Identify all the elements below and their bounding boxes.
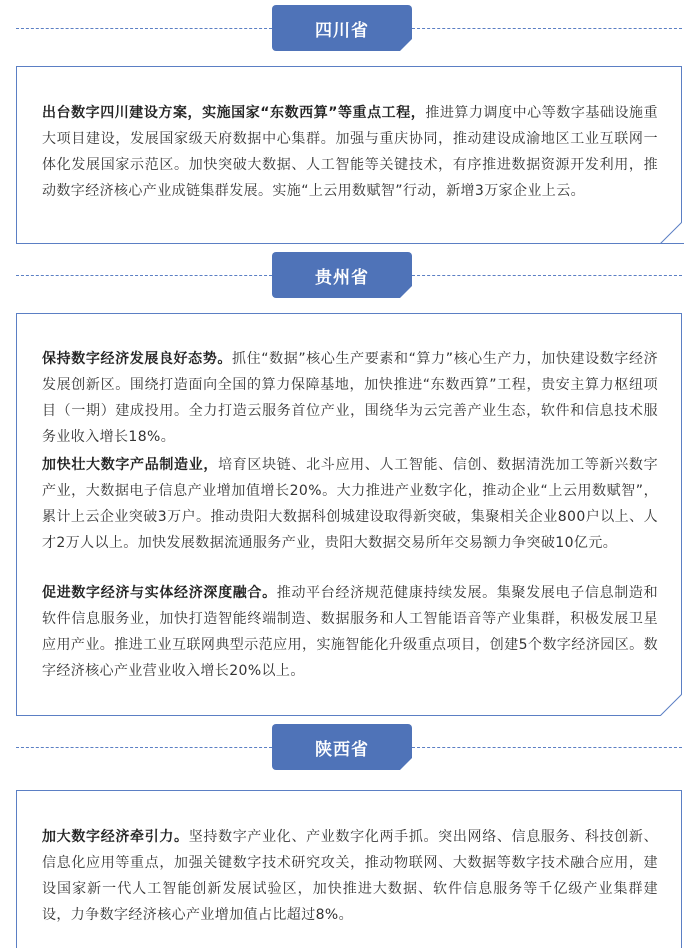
paragraph-lead: 出台数字四川建设方案，实施国家“东数西算”等重点工程， — [42, 105, 426, 121]
section-divider-right — [412, 275, 682, 276]
paragraph-lead: 加快壮大数字产品制造业， — [42, 457, 219, 473]
paragraph-lead: 保持数字经济发展良好态势。 — [42, 351, 233, 367]
paragraph — [42, 580, 658, 684]
paragraph — [42, 452, 658, 556]
paragraph — [42, 346, 658, 450]
paragraph-body: 推动平台经济规范健康持续发展。集聚发展电子信息制造和软件信息服务业，加快打造智能终端制造、数据服务和人工智能语音等产业集群，积极发展卫星应用产业。推进工业互联网典型示范应用，实施智能化升级重点项目，创建5个数字经济园区。数字经济核心产业营业收入增长20%以上。 — [42, 585, 658, 679]
section-divider-left — [16, 275, 272, 276]
section-divider-left — [16, 28, 272, 29]
section-title-shaanxi: 陕西省 — [272, 724, 412, 770]
section-divider-left — [16, 747, 272, 748]
paragraph-body: 培育区块链、北斗应用、人工智能、信创、数据清洗加工等新兴数字产业，大数据电子信息产业增加值增长20%。大力推进产业数字化，推动企业“上云用数赋智”，累计上云企业突破3万户。推动贵阳大数据科创城建设取得新突破，集聚相关企业800户以上、人才2万人以上。加快发展数据流通服务产业，贵阳大数据交易所年交易额力争突破10亿元。 — [42, 457, 658, 551]
section-divider-right — [412, 747, 682, 748]
paragraph-body: 抓住“数据”核心生产要素和“算力”核心生产力，加快建设数字经济发展创新区。围绕打造面向全国的算力保障基地，加快推进“东数西算”工程，贵安主算力枢纽项目（一期）建成投用。全力打造云服务首位产业，围绕华为云完善产业生态，软件和信息技术服务业收入增长18%。 — [42, 351, 658, 445]
paragraph-body: 坚持数字产业化、产业数字化两手抓。突出网络、信息服务、科技创新、信息化应用等重点，加强关键数字技术研究攻关，推动物联网、大数据等数字技术融合应用，建设国家新一代人工智能创新发展试验区，加快推进大数据、软件信息服务等千亿级产业集群建设，力争数字经济核心产业增加值占比超过8%。 — [42, 829, 658, 923]
card-corner — [660, 694, 682, 716]
card-corner — [660, 222, 682, 244]
section-title-guizhou: 贵州省 — [272, 252, 412, 298]
paragraph-lead: 促进数字经济与实体经济深度融合。 — [42, 585, 277, 601]
paragraph-body: 推进算力调度中心等数字基础设施重大项目建设，发展国家级天府数据中心集群。加强与重庆协同，推动建设成渝地区工业互联网一体化发展国家示范区。加快突破大数据、人工智能等关键技术，有序推进数据资源开发利用，推动数字经济核心产业成链集群发展。实施“上云用数赋智”行动，新增3万家企业上云。 — [42, 105, 658, 199]
paragraph-lead: 加大数字经济牵引力。 — [42, 829, 189, 845]
section-divider-right — [412, 28, 682, 29]
card-tail-line — [660, 243, 684, 244]
paragraph — [42, 100, 658, 204]
section-title-sichuan: 四川省 — [272, 5, 412, 51]
paragraph — [42, 824, 658, 928]
